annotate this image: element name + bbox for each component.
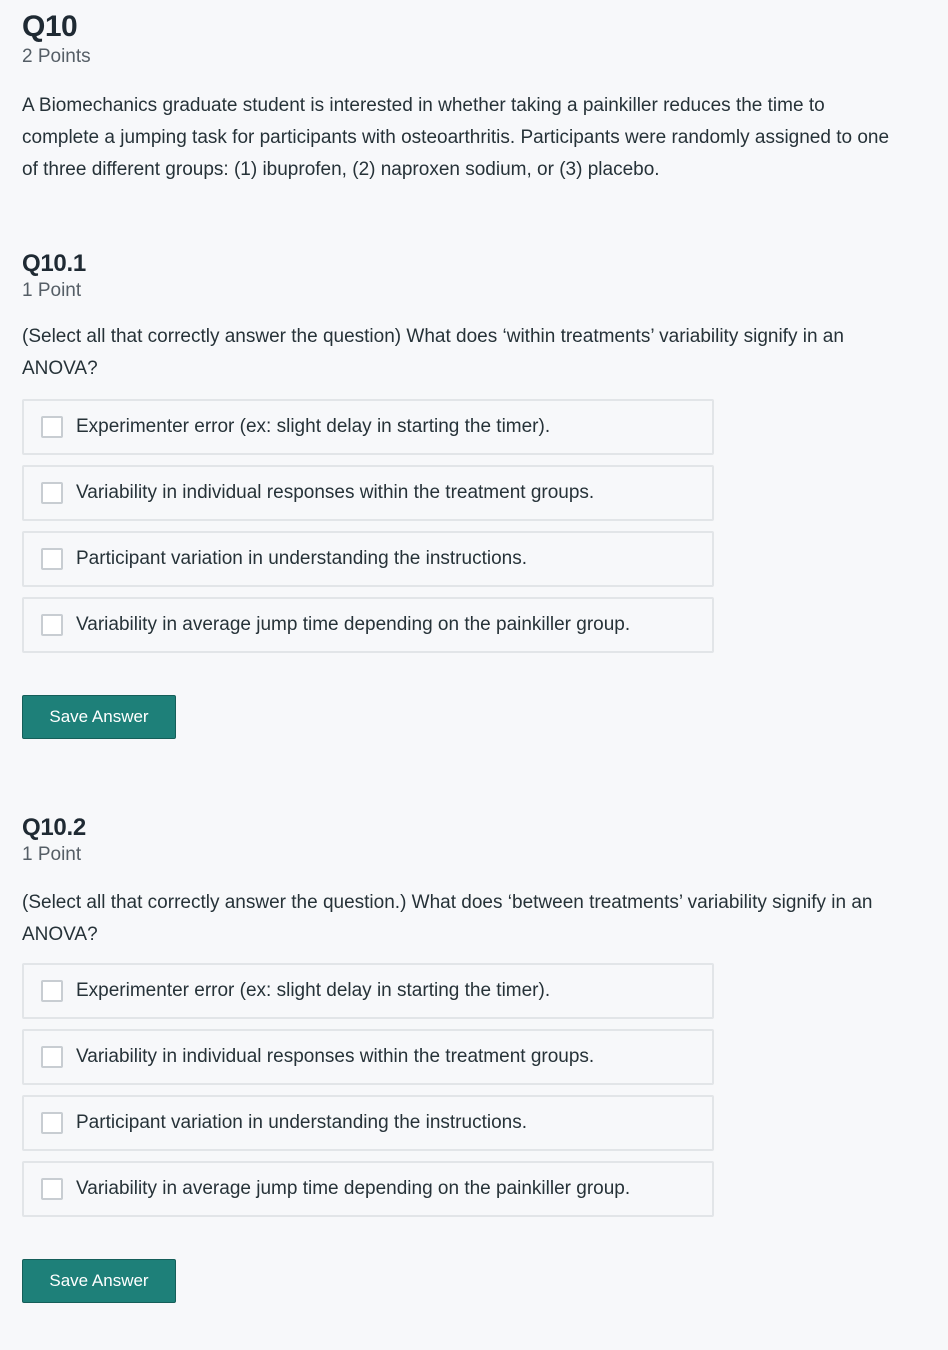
checkbox[interactable] bbox=[41, 1178, 63, 1200]
checkbox[interactable] bbox=[41, 1112, 63, 1134]
choice-option[interactable] bbox=[22, 1161, 714, 1217]
save-answer-button[interactable]: Save Answer bbox=[22, 695, 176, 739]
choice-label: Variability in individual responses within the treatment groups. bbox=[76, 1046, 595, 1067]
save-answer-button[interactable]: Save Answer bbox=[22, 1259, 176, 1303]
subquestion-title: Q10.2 bbox=[22, 814, 86, 841]
subquestion-prompt: (Select all that correctly answer the question.) What does ‘between treatments’ variability signify in an ANOVA? bbox=[22, 892, 873, 945]
choice-label: Experimenter error (ex: slight delay in starting the timer). bbox=[76, 980, 551, 1001]
choice-option[interactable] bbox=[22, 399, 714, 455]
checkbox[interactable] bbox=[41, 1046, 63, 1068]
question-prompt: A Biomechanics graduate student is interested in whether taking a painkiller reduces the time to complete a jumping task for participants with osteoarthritis. Participants were randomly assigned to one of three different groups: (1) ibuprofen, (2) naproxen sodium, or (3) placebo. bbox=[22, 95, 890, 180]
subquestion-q10-2 bbox=[22, 814, 926, 1303]
choice-option[interactable] bbox=[22, 465, 714, 521]
checkbox[interactable] bbox=[41, 548, 63, 570]
question-points: 2 Points bbox=[22, 46, 91, 67]
subquestion-title: Q10.1 bbox=[22, 250, 86, 277]
choice-label: Variability in average jump time depending on the painkiller group. bbox=[76, 614, 631, 635]
choice-label: Variability in individual responses within the treatment groups. bbox=[76, 482, 595, 503]
choice-option[interactable] bbox=[22, 963, 714, 1019]
choice-option[interactable] bbox=[22, 1029, 714, 1085]
choice-list bbox=[22, 399, 714, 653]
choice-option[interactable] bbox=[22, 531, 714, 587]
choice-label: Variability in average jump time depending on the painkiller group. bbox=[76, 1178, 631, 1199]
choice-list bbox=[22, 963, 714, 1217]
question-title: Q10 bbox=[22, 10, 78, 43]
checkbox[interactable] bbox=[41, 482, 63, 504]
subquestion-points: 1 Point bbox=[22, 280, 82, 301]
choice-label: Experimenter error (ex: slight delay in starting the timer). bbox=[76, 416, 551, 437]
choice-label: Participant variation in understanding the instructions. bbox=[76, 1112, 527, 1133]
checkbox[interactable] bbox=[41, 416, 63, 438]
checkbox[interactable] bbox=[41, 614, 63, 636]
subquestion-prompt: (Select all that correctly answer the question) What does ‘within treatments’ variability signify in an ANOVA? bbox=[22, 326, 844, 379]
choice-label: Participant variation in understanding the instructions. bbox=[76, 548, 527, 569]
subquestion-points: 1 Point bbox=[22, 844, 82, 865]
question-header bbox=[22, 10, 926, 69]
checkbox[interactable] bbox=[41, 980, 63, 1002]
subquestion-q10-1 bbox=[22, 250, 926, 739]
choice-option[interactable] bbox=[22, 597, 714, 653]
choice-option[interactable] bbox=[22, 1095, 714, 1151]
